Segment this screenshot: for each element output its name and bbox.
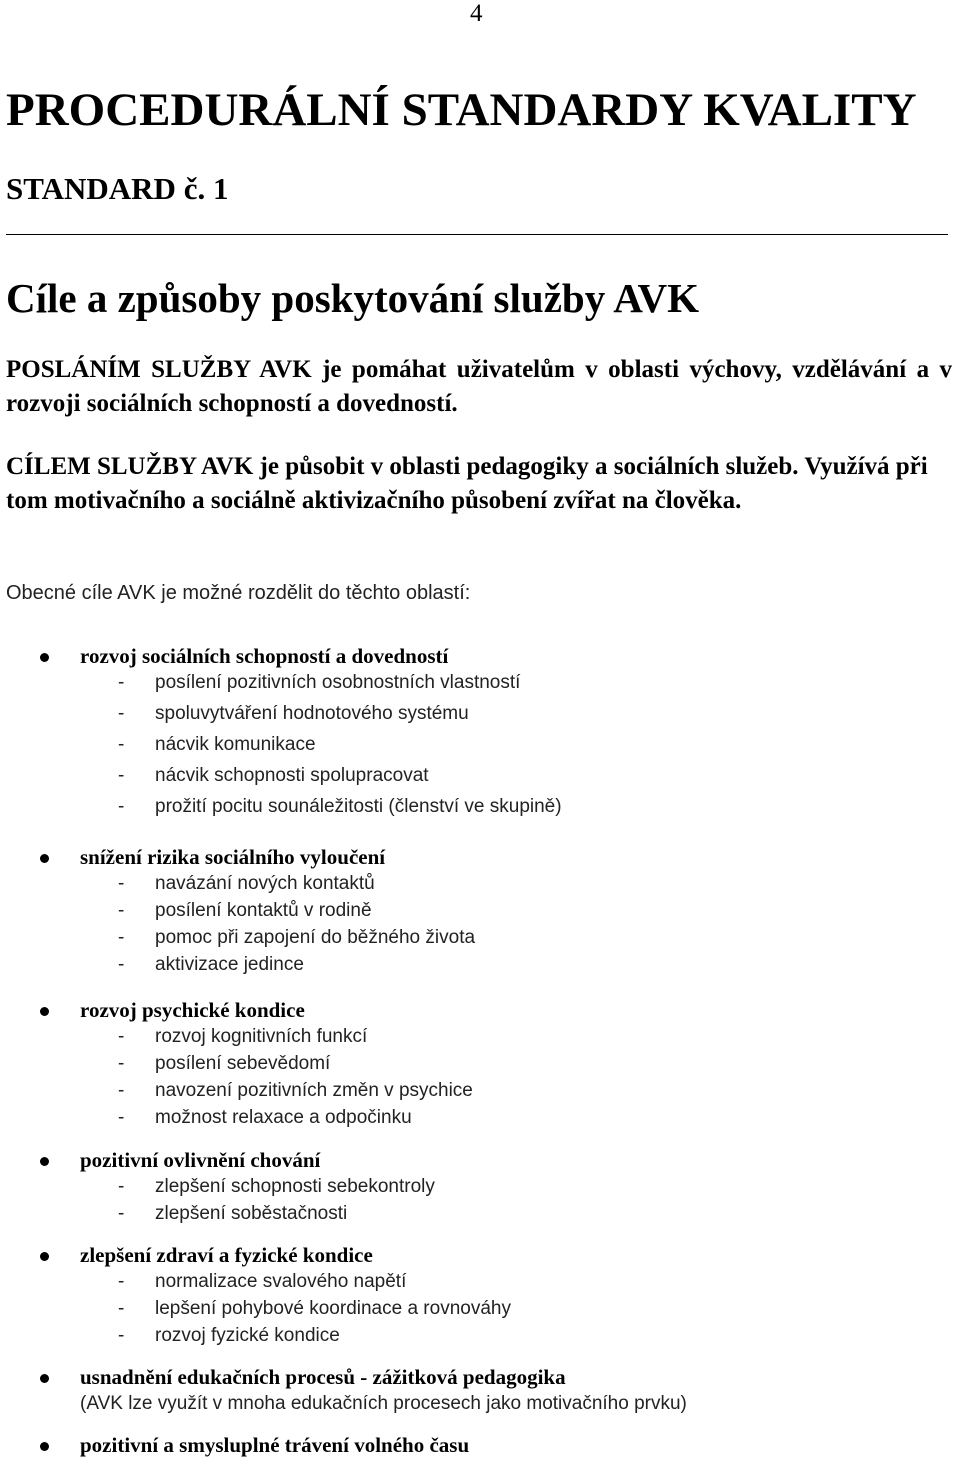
area-title: pozitivní ovlivnění chování [80,1148,321,1172]
sub-item: - aktivizace jedince [118,954,304,975]
bullet-icon [40,854,49,863]
area-social-skills [0,644,950,827]
area-education [0,1365,950,1421]
sub-item: - možnost relaxace a odpočinku [118,1107,412,1128]
sub-item: - normalizace svalového napětí [118,1271,407,1292]
sub-item: - prožití pocitu sounáležitosti (členství ve skupině) [118,796,562,817]
bullet-item [0,644,950,672]
area-leisure [0,1433,950,1461]
area-title: rozvoj psychické kondice [80,998,305,1022]
bullet-item [0,1365,950,1393]
sub-item: - navázání nových kontaktů [118,873,375,894]
area-psychic-condition [0,998,950,1134]
horizontal-rule [6,234,948,235]
bullet-icon [40,1374,49,1383]
bullet-item [0,1243,950,1271]
bullet-icon [40,1007,49,1016]
sub-item: - spoluvytváření hodnotového systému [118,703,469,724]
area-title: usnadnění edukačních procesů - zážitková pedagogika [80,1365,566,1389]
sub-item: - zlepšení soběstačnosti [118,1203,348,1224]
bullet-icon [40,1252,49,1261]
sub-item: - rozvoj kognitivních funkcí [118,1026,368,1047]
sub-item: - rozvoj fyzické kondice [118,1325,340,1346]
sub-item: - posílení sebevědomí [118,1053,331,1074]
sub-item: - posílení pozitivních osobnostních vlastností [118,672,521,693]
bullet-item [0,845,950,873]
area-title: pozitivní a smysluplné trávení volného času [80,1433,470,1457]
bullet-item [0,998,950,1026]
sub-item: - posílení kontaktů v rodině [118,900,372,921]
area-note: (AVK lze využít v mnoha edukačních procesech jako motivačního prvku) [80,1393,687,1414]
page-number: 4 [470,0,483,27]
area-title: rozvoj sociálních schopností a dovedností [80,644,449,668]
sub-item: - pomoc při zapojení do běžného života [118,927,476,948]
area-health [0,1243,950,1352]
sub-item: - lepšení pohybové koordinace a rovnováhy [118,1298,511,1319]
section-title: Cíle a způsoby poskytování služby AVK [6,275,700,321]
area-title: zlepšení zdraví a fyzické kondice [80,1243,373,1267]
bullet-icon [40,1157,49,1166]
bullet-item [0,1433,950,1461]
document-title: PROCEDURÁLNÍ STANDARDY KVALITY [6,84,917,136]
bullet-icon [40,653,49,662]
area-title: snížení rizika sociálního vyloučení [80,845,386,869]
sub-item: - navození pozitivních změn v psychice [118,1080,473,1101]
area-behavior [0,1148,950,1230]
sub-item: - nácvik komunikace [118,734,316,755]
sub-item: - zlepšení schopnosti sebekontroly [118,1176,435,1197]
area-social-exclusion [0,845,950,981]
mission-paragraph: POSLÁNÍM SLUŽBY AVK je pomáhat uživatelům v oblasti výchovy, vzdělávání a v rozvoji sociálních schopností a dovedností. [6,356,952,417]
intro-text: Obecné cíle AVK je možné rozdělit do těchto oblastí: [6,582,471,604]
standard-label: STANDARD č. 1 [6,171,229,206]
bullet-item [0,1148,950,1176]
sub-item: - nácvik schopnosti spolupracovat [118,765,429,786]
bullet-icon [40,1442,49,1451]
goal-paragraph: CÍLEM SLUŽBY AVK je působit v oblasti pedagogiky a sociálních služeb. Využívá při tom motivačního a sociálně aktivizačního působení zvířat na člověka. [6,453,928,514]
